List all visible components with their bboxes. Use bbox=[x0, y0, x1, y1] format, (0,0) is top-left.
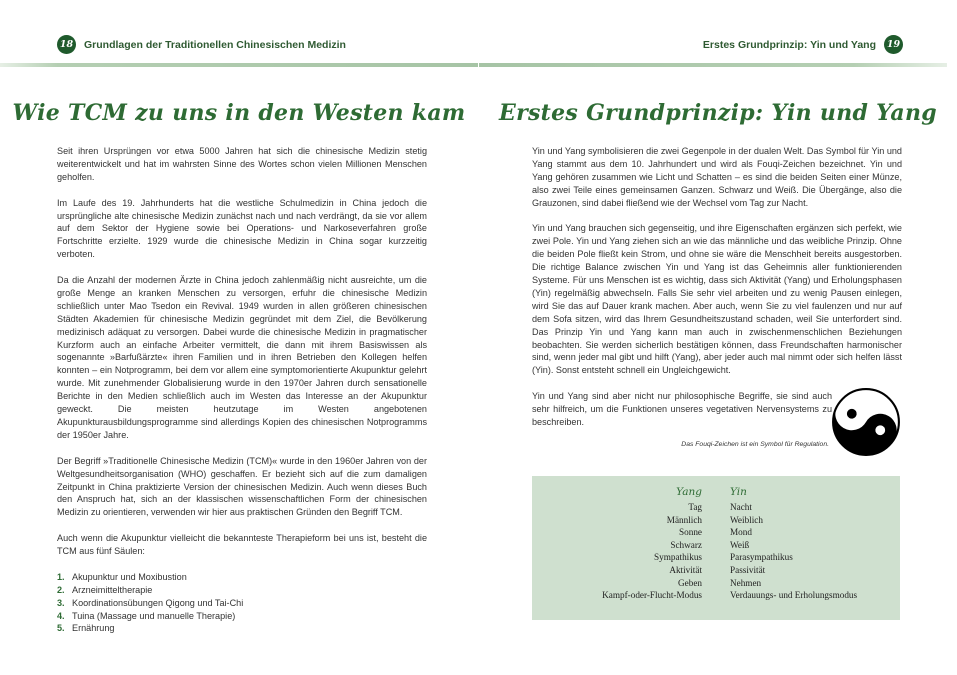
yang-cell: Schwarz bbox=[670, 539, 702, 550]
page-number-badge: 18 bbox=[57, 35, 76, 54]
list-text: Ernährung bbox=[72, 623, 115, 634]
table-row bbox=[532, 540, 900, 553]
paragraph: Yin und Yang brauchen sich gegenseitig, und ihre Eigenschaften ergänzen sich perfekt, wie zwei Pole. Yin und Yang ziehen sich an wie das männliche und das weibliche Prinzip. Ohne die beiden Pole fließt kein Strom, und ohne sie wäre die Menschheit bereits ausgestorben. Die richtige Balance zwischen Yin und Yang ist das Geheimnis aller funktionierenden Systeme. Für uns Menschen ist es wichtig, dass sich Aktivität (Yang) und Erholungsphasen (Yin) regelmäßig abwechseln. Falls Sie sehr viel arbeiten und zu wenig Pausen einlegen, wird Sie das auf Dauer krank machen. Aber auch, wenn Sie zu viel faulenzen und nur auf dem Sofa sitzen, wird das Ihrem Gesundheitszustand schaden, weil Sie unterfordert sind. Das Prinzip Yin und Yang kann man auch in zwischenmenschlichen Beziehungen beobachten. Sie werden sicherlich bestätigen können, dass Freundschaften harmonischer sind, wenn jeder mal gibt und hilft (Yang), aber jeder auch mal nimmt oder sich helfen lässt (Yin). Sonst entsteht schnell ein Ungleichgewicht. bbox=[532, 223, 902, 376]
paragraph: Im Laufe des 19. Jahrhunderts hat die westliche Schulmedizin in China jedoch die ursprüngliche alte chinesische Medizin zunächst nach und nach verdrängt, da sie vor allem auf dem Sektor der Hygiene sowie bei Operations- und Narkoseverfahren große Fortschritte erzielte. 1929 wurde die chinesische Medizin in China sogar kurzzeitig verboten. bbox=[57, 197, 427, 260]
yang-yin-table bbox=[532, 476, 900, 620]
table-row bbox=[532, 565, 900, 578]
list-item bbox=[57, 622, 427, 635]
column-header-yang: Yang bbox=[676, 486, 702, 498]
table-row bbox=[532, 527, 900, 540]
section-heading: Erstes Grundprinzip: Yin und Yang bbox=[499, 100, 937, 126]
page-number-badge: 19 bbox=[884, 35, 903, 54]
yang-cell: Sonne bbox=[679, 527, 702, 538]
list-item bbox=[57, 610, 427, 623]
paragraph: Da die Anzahl der modernen Ärzte in China jedoch zahlenmäßig nicht ausreichte, um die große Menge an kranken Menschen zu versorgen, erfuhr die chinesische Medizin schließlich unter Mao Tsedon ein Revival. 1949 wurden in allen größeren chinesischen Städten Akademien für chinesische Medizin gegründet mit dem Ziel, die Bevölkerung medizinisch adäquat zu versorgen. Dabei wurde die chinesische Medizin in pragmatischer Kurzform auch an einfache Arbeiter vermittelt, die dann mit ihrem Basiswissen als sogenannte »Barfußärzte« ihren Familien und in ihren Betrieben den Kollegen helfen konnten – ein Notprogramm, bei dem vor allem eine symptomorientierte Akupunktur gelehrt wurde. Mit zunehmender Globalisierung wurde in den 1970er Jahren durch sensationelle Berichte in den Medien schließlich auch im Westen das Interesse an der Akupunktur geweckt. Die meisten heutzutage im Westen angebotenen Akupunkturausbildungsprogramme sind allerdings Kopien des chinesischen Notprogramms der 1950er Jahre. bbox=[57, 275, 427, 440]
table-row bbox=[532, 590, 900, 603]
yang-cell: Männlich bbox=[666, 514, 702, 525]
list-number: 1. bbox=[57, 571, 65, 582]
yang-cell: Geben bbox=[678, 577, 702, 588]
table-row bbox=[532, 552, 900, 565]
section-heading: Wie TCM zu uns in den Westen kam bbox=[12, 100, 466, 126]
list-item bbox=[57, 597, 427, 610]
list-text: Tuina (Massage und manuelle Therapie) bbox=[72, 610, 236, 621]
yin-cell: Passivität bbox=[730, 564, 766, 575]
yang-cell: Kampf-oder-Flucht-Modus bbox=[602, 590, 702, 601]
table-header-row bbox=[532, 486, 900, 502]
chapter-title: Grundlagen der Traditionellen Chinesischen Medizin bbox=[84, 38, 346, 51]
yin-yang-icon bbox=[831, 387, 901, 457]
paragraph: Yin und Yang sind aber nicht nur philosophische Begriffe, sie sind auch sehr hilfreich, um die Funktionen unseres vegetativen Nervensystems zu beschreiben. bbox=[532, 391, 832, 427]
running-head bbox=[57, 35, 346, 54]
table-row bbox=[532, 578, 900, 591]
list-number: 4. bbox=[57, 610, 65, 621]
left-page bbox=[0, 0, 478, 675]
column-header-yin: Yin bbox=[730, 486, 747, 498]
yin-cell: Verdauungs- und Erholungsmodus bbox=[730, 590, 858, 601]
table-row bbox=[532, 515, 900, 528]
paragraph: Auch wenn die Akupunktur vielleicht die bekannteste Therapieform bei uns ist, besteht die TCM aus fünf Säulen: bbox=[57, 533, 427, 557]
yang-cell: Sympathikus bbox=[654, 552, 702, 563]
figure-caption: Das Fouqi-Zeichen ist ein Symbol für Regulation. bbox=[681, 441, 829, 448]
list-text: Koordinationsübungen Qigong und Tai-Chi bbox=[72, 597, 244, 608]
paragraph: Der Begriff »Traditionelle Chinesische Medizin (TCM)« wurde in den 1960er Jahren von der Weltgesundheitsorganisation (WHO) geschaffen. Er bezieht sich auf die zum damaligen Zeitpunkt in China praktizierte Version der chinesischen Medizin. Auch wenn dieses Buch den Anspruch hat, sich an der klassischen wissenschaftlichen Form der chinesischen Medizin zu orientieren, verwenden wir hier aus praktischen Gründen den Begriff TCM. bbox=[57, 455, 427, 518]
yin-cell: Weiblich bbox=[730, 514, 763, 525]
list-text: Arzneimitteltherapie bbox=[72, 584, 153, 595]
yin-cell: Parasympathikus bbox=[730, 552, 793, 563]
list-item bbox=[57, 584, 427, 597]
list-text: Akupunktur und Moxibustion bbox=[72, 571, 187, 582]
paragraph: Yin und Yang symbolisieren die zwei Gegenpole in der dualen Welt. Das Symbol für Yin und Yang stammt aus dem 10. Jahrhundert und wird als Fouqi-Zeichen bezeichnet. Yin und Yang gehören zusammen wie Licht und Schatten – es sind die beiden Seiten einer Münze, also zwei Teile eines gemeinsamen Ganzen. Schwarz und Weiß. Die Übergänge, also die Grauzonen, sind dabei fließend wie der Wechsel vom Tag zur Nacht. bbox=[532, 146, 902, 208]
body-text bbox=[57, 145, 427, 635]
right-page bbox=[479, 0, 957, 675]
yin-cell: Mond bbox=[730, 527, 752, 538]
running-head bbox=[703, 35, 903, 54]
yin-cell: Nehmen bbox=[730, 577, 762, 588]
yang-cell: Tag bbox=[688, 502, 702, 512]
chapter-title: Erstes Grundprinzip: Yin und Yang bbox=[702, 38, 876, 51]
pillars-list bbox=[57, 571, 427, 636]
yin-cell: Nacht bbox=[730, 502, 752, 512]
list-number: 5. bbox=[57, 623, 65, 634]
yin-cell: Weiß bbox=[730, 539, 750, 550]
list-number: 2. bbox=[57, 584, 65, 595]
header-rule bbox=[0, 63, 478, 67]
header-rule bbox=[479, 63, 947, 67]
table-row bbox=[532, 502, 900, 515]
yang-cell: Aktivität bbox=[669, 564, 702, 575]
list-item bbox=[57, 571, 427, 584]
list-number: 3. bbox=[57, 597, 65, 608]
paragraph: Seit ihren Ursprüngen vor etwa 5000 Jahren hat sich die chinesische Medizin stetig weiterentwickelt und hat im wahrsten Sinne des Wortes schon vielen Millionen Menschen geholfen. bbox=[57, 146, 427, 182]
